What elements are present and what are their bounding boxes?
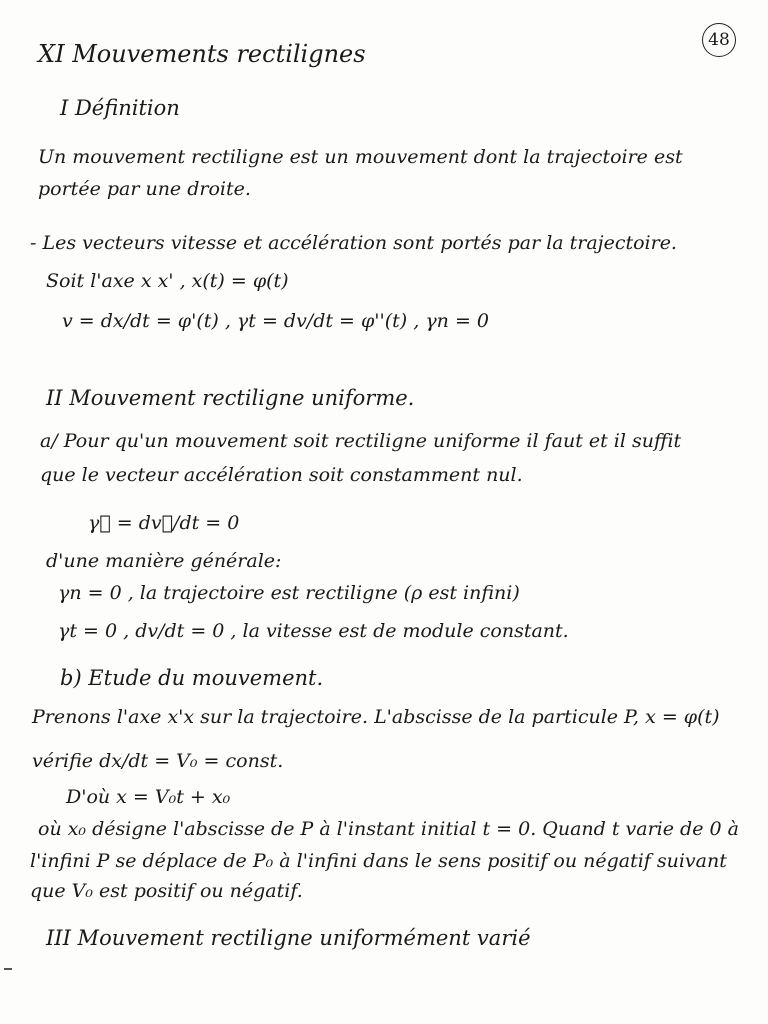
condition-a-line-1: a/ Pour qu'un mouvement soit rectiligne uniforme il faut et il suffit bbox=[40, 430, 682, 452]
axis-line: Soit l'axe x x' , x(t) = φ(t) bbox=[46, 270, 289, 292]
section-2-heading: II Mouvement rectiligne uniforme. bbox=[46, 386, 415, 410]
section-3-heading: III Mouvement rectiligne uniformément varié bbox=[46, 926, 531, 950]
condition-a-line-2: que le vecteur accélération soit constamment nul. bbox=[40, 464, 523, 486]
chapter-title: XI Mouvements rectilignes bbox=[38, 40, 366, 68]
study-line-3: D'où x = V₀t + x₀ bbox=[66, 786, 231, 808]
edge-mark bbox=[4, 968, 12, 970]
definition-line-2: portée par une droite. bbox=[38, 178, 251, 200]
section-1-heading: I Définition bbox=[60, 96, 180, 120]
study-line-4: où x₀ désigne l'abscisse de P à l'instant initial t = 0. Quand t varie de 0 à bbox=[38, 818, 739, 840]
study-line-6: que V₀ est positif ou négatif. bbox=[30, 880, 303, 902]
vectors-line: - Les vecteurs vitesse et accélération sont portés par la trajectoire. bbox=[30, 232, 677, 254]
subsection-b-heading: b) Etude du mouvement. bbox=[60, 666, 324, 690]
study-line-2: vérifie dx/dt = V₀ = const. bbox=[32, 750, 284, 772]
study-line-1: Prenons l'axe x'x sur la trajectoire. L'abscisse de la particule P, x = φ(t) bbox=[32, 706, 720, 728]
study-line-5: l'infini P se déplace de P₀ à l'infini dans le sens positif ou négatif suivant bbox=[30, 850, 727, 872]
tangential-condition: γt = 0 , dv/dt = 0 , la vitesse est de module constant. bbox=[58, 620, 569, 642]
normal-condition: γn = 0 , la trajectoire est rectiligne (ρ est infini) bbox=[58, 582, 520, 604]
velocity-formulas: v = dx/dt = φ'(t) , γt = dv/dt = φ''(t) , γn = 0 bbox=[62, 310, 490, 332]
acceleration-formula: γ⃗ = dv⃗/dt = 0 bbox=[88, 512, 240, 534]
page-number: 48 bbox=[702, 23, 736, 57]
definition-line-1: Un mouvement rectiligne est un mouvement dont la trajectoire est bbox=[38, 146, 683, 168]
general-note: d'une manière générale: bbox=[46, 550, 282, 572]
